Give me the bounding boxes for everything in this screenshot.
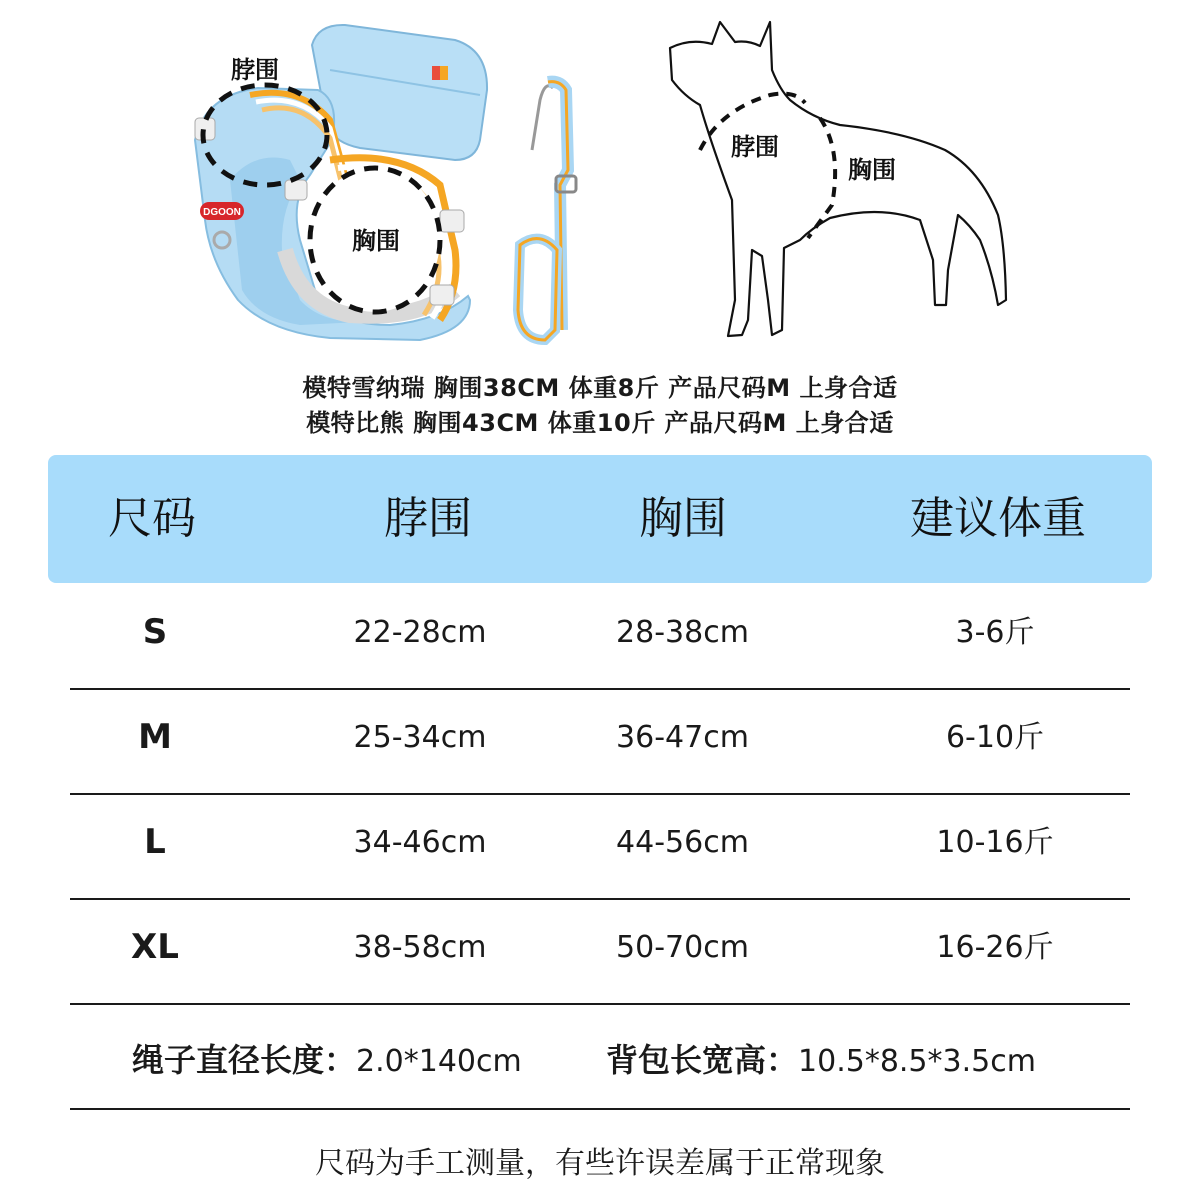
table-row <box>70 585 1130 690</box>
table-row <box>70 690 1130 795</box>
row-weight: 6-10斤 <box>945 720 1045 755</box>
model-line-bichon: 模特比熊 胸围43CM 体重10斤 产品尺码M 上身合适 <box>306 409 894 437</box>
product-illustration <box>0 0 1200 360</box>
dog-neck-label: 脖围 <box>731 133 779 161</box>
row-weight: 3-6斤 <box>955 615 1035 650</box>
bag-spec-value: 10.5*8.5*3.5cm <box>798 1044 1036 1079</box>
model-line-schnauzer: 模特雪纳瑞 胸围38CM 体重8斤 产品尺码M 上身合适 <box>302 374 898 402</box>
header-size: 尺码 <box>108 493 196 544</box>
row-weight: 10-16斤 <box>936 825 1054 860</box>
row-chest: 28-38cm <box>616 615 749 650</box>
header-weight: 建议体重 <box>910 493 1086 544</box>
bag-spec <box>606 1035 1036 1081</box>
harness-neck-label: 脖围 <box>231 56 279 84</box>
table-row <box>70 795 1130 900</box>
brand-tag: DGOON <box>203 207 241 218</box>
header-chest: 胸围 <box>639 493 727 544</box>
row-neck: 34-46cm <box>353 825 487 860</box>
row-size: L <box>144 822 166 862</box>
row-neck: 25-34cm <box>353 720 487 755</box>
bag-spec-label: 背包长宽高： <box>606 1041 799 1079</box>
row-chest: 44-56cm <box>616 825 749 860</box>
table-row <box>70 900 1130 1005</box>
dog-chest-label: 胸围 <box>848 156 896 184</box>
measurement-note: 尺码为手工测量，有些许误差属于正常现象 <box>315 1146 885 1181</box>
product-specs <box>70 1005 1130 1110</box>
size-table-header <box>48 455 1152 583</box>
leash-image <box>518 82 576 340</box>
row-size: S <box>142 612 168 652</box>
rope-spec-value: 2.0*140cm <box>356 1044 522 1079</box>
row-neck: 38-58cm <box>353 930 487 965</box>
dog-outline-image <box>670 22 1006 336</box>
rope-spec <box>132 1035 522 1081</box>
row-chest: 36-47cm <box>616 720 749 755</box>
header-neck: 脖围 <box>384 493 472 544</box>
row-size: M <box>138 717 172 757</box>
specs-divider <box>70 1108 1130 1110</box>
row-chest: 50-70cm <box>616 930 749 965</box>
row-neck: 22-28cm <box>353 615 487 650</box>
rope-spec-label: 绳子直径长度： <box>132 1041 357 1079</box>
harness-chest-label: 胸围 <box>352 227 400 255</box>
row-size: XL <box>131 927 179 967</box>
row-weight: 16-26斤 <box>936 930 1054 965</box>
